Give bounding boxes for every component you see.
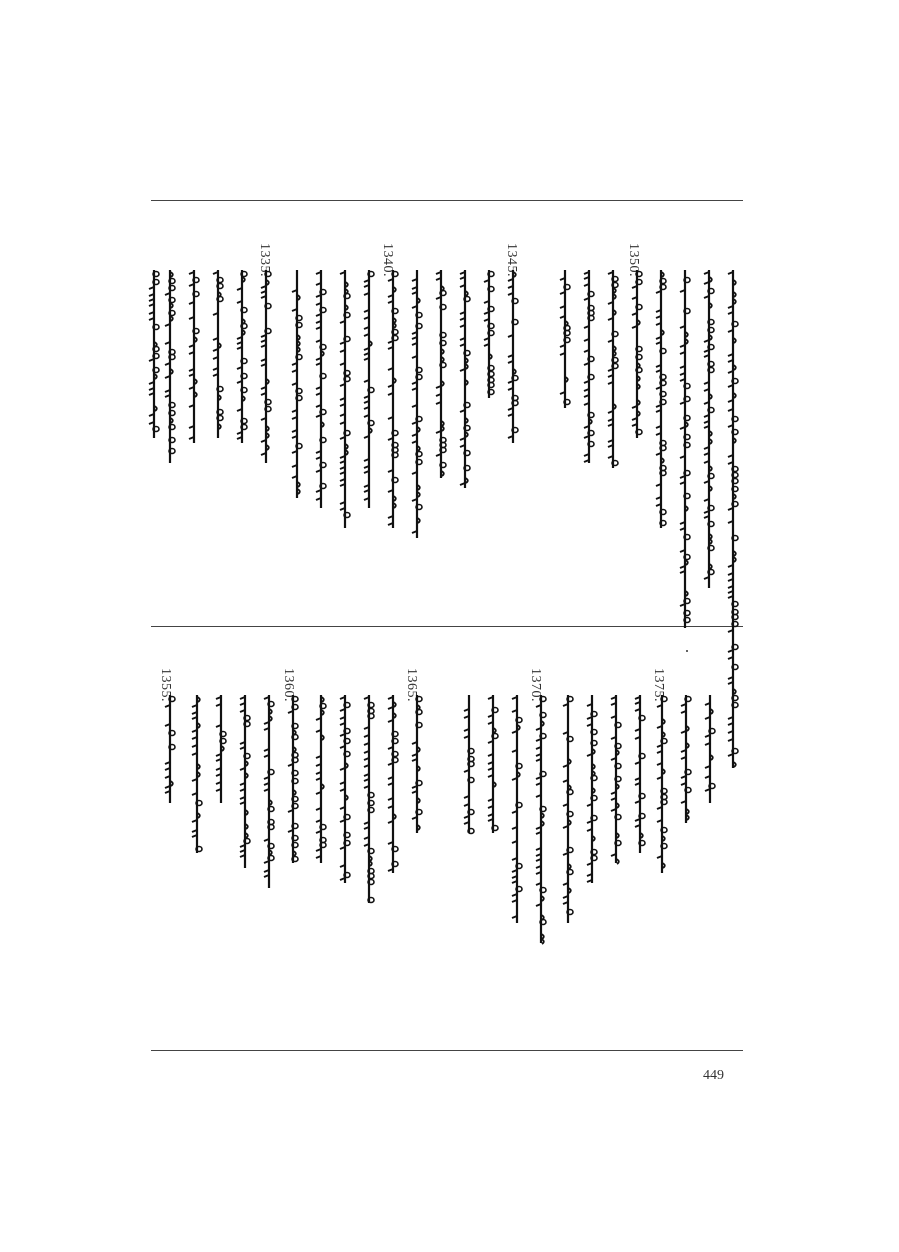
- mongolian-text-line: [409, 268, 425, 548]
- verse-number: 1335.: [257, 243, 272, 277]
- mongolian-text-line: [337, 693, 353, 893]
- mongolian-text-line: [581, 268, 597, 473]
- verse-number: 1350.: [626, 243, 641, 277]
- mongolian-text-line: [409, 693, 425, 843]
- mongolian-text-line: [725, 268, 741, 778]
- verse-number: 1355.: [158, 668, 173, 702]
- mongolian-text-line: [605, 268, 621, 478]
- mongolian-text-line: [337, 268, 353, 538]
- mongolian-text-line: [654, 693, 670, 883]
- verse-number: 1340.: [380, 243, 395, 277]
- mongolian-text-line: [677, 268, 693, 638]
- mongolian-text-line: [701, 268, 717, 598]
- mongolian-text-line: [313, 693, 329, 873]
- mongolian-text-line: [237, 693, 253, 878]
- mongolian-text-line: [234, 268, 250, 453]
- mongolian-text-line: [629, 268, 645, 448]
- mongolian-text-line: [258, 268, 274, 473]
- mongolian-text-line: [653, 268, 669, 538]
- mongolian-text-line: [678, 693, 694, 833]
- mongolian-text-line: [481, 268, 497, 408]
- mongolian-text-line: [285, 693, 301, 873]
- mongolian-text-line: [557, 268, 573, 418]
- stray-dot: [686, 650, 688, 652]
- mongolian-text-line: [162, 268, 178, 473]
- mongolian-text-line: [702, 693, 718, 813]
- top-rule: [151, 200, 743, 201]
- mongolian-text-line: [385, 268, 401, 538]
- mongolian-text-line: [162, 693, 178, 813]
- verse-number: 1370.: [528, 668, 543, 702]
- verse-number: 1375.: [651, 668, 666, 702]
- mongolian-text-line: [313, 268, 329, 518]
- mongolian-text-line: [189, 693, 205, 863]
- mongolian-text-line: [485, 693, 501, 843]
- mongolian-text-line: [361, 693, 377, 913]
- verse-number: 1360.: [281, 668, 296, 702]
- mongolian-text-line: [433, 268, 449, 488]
- mongolian-text-line: [533, 693, 549, 953]
- verse-number: 1365.: [404, 668, 419, 702]
- mongolian-text-line: [186, 268, 202, 453]
- verse-number: 1345.: [504, 243, 519, 277]
- mongolian-text-line: [509, 693, 525, 933]
- middle-rule: [151, 626, 743, 627]
- mongolian-text-line: [457, 268, 473, 498]
- mongolian-text-line: [361, 268, 377, 518]
- mongolian-text-line: [560, 693, 576, 933]
- mongolian-text-line: [289, 268, 305, 508]
- mongolian-text-line: [146, 268, 162, 448]
- page-number: 449: [703, 1068, 724, 1083]
- mongolian-text-line: [210, 268, 226, 448]
- mongolian-text-line: [632, 693, 648, 863]
- mongolian-text-line: [385, 693, 401, 883]
- mongolian-text-line: [505, 268, 521, 453]
- mongolian-text-line: [461, 693, 477, 843]
- mongolian-text-line: [261, 693, 277, 898]
- mongolian-text-line: [584, 693, 600, 893]
- mongolian-text-line: [213, 693, 229, 813]
- bottom-rule: [151, 1050, 743, 1051]
- mongolian-text-line: [608, 693, 624, 873]
